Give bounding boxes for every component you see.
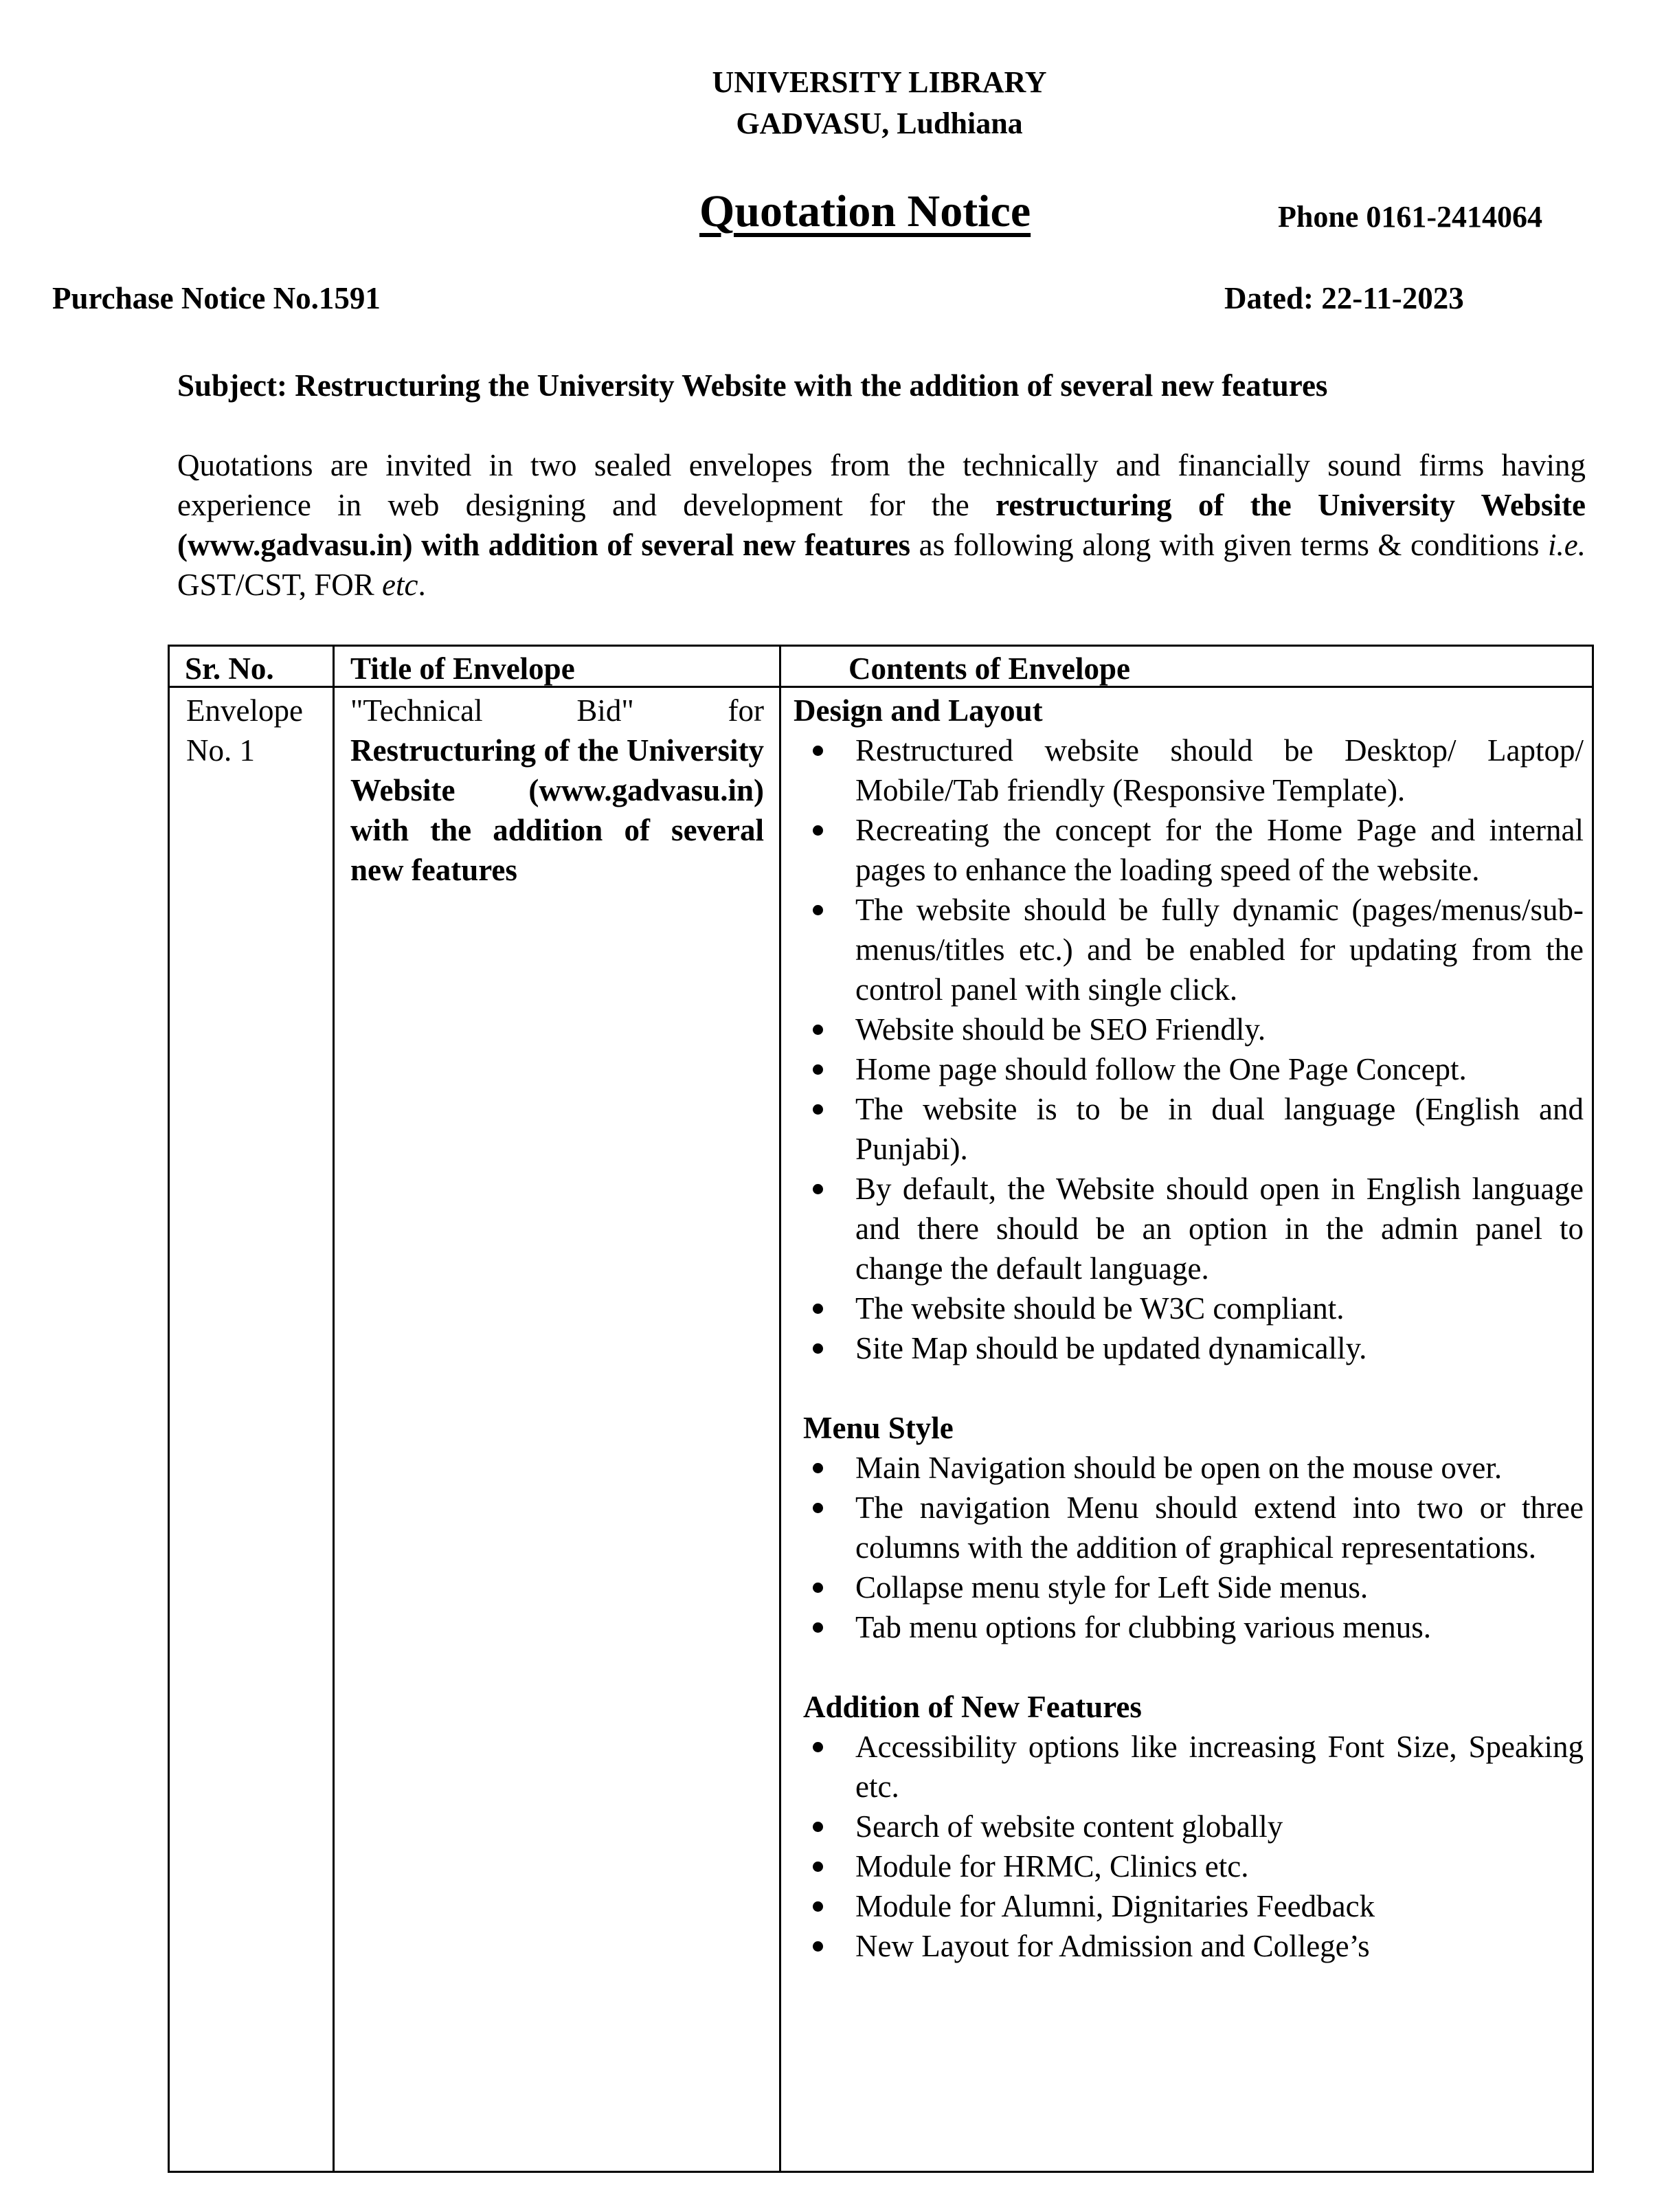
- list-item: [794, 1169, 1584, 1288]
- bullet-icon: [813, 1025, 823, 1035]
- intro-paragraph: [177, 445, 1586, 605]
- list-item-text: The website should be fully dynamic (pages/menus/sub-menus/titles etc.) and be enabled for updating from the control panel with single click.: [855, 893, 1584, 1007]
- bullet-icon: [813, 1901, 823, 1912]
- purchase-notice-number: Purchase Notice No.1591: [52, 281, 381, 315]
- bullet-icon: [813, 1862, 823, 1872]
- intro-text-2: as following along with given terms & conditions: [910, 528, 1549, 562]
- university-location: GADVASU, Ludhiana: [736, 107, 1023, 140]
- list-item-text: Search of website content globally: [855, 1809, 1283, 1844]
- table-column-divider: [779, 647, 781, 2171]
- list-item: [794, 1009, 1584, 1049]
- section-spacer: [794, 1647, 1584, 1687]
- envelope-title-cell: [350, 691, 764, 890]
- list-item-text: Website should be SEO Friendly.: [855, 1012, 1266, 1047]
- list-item: [794, 1567, 1584, 1607]
- envelope-table: [168, 645, 1594, 2173]
- new-features-list: [794, 1727, 1584, 1966]
- section-heading-new-features: Addition of New Features: [803, 1690, 1142, 1724]
- notice-title: Quotation Notice: [699, 186, 1031, 236]
- list-item-text: The website is to be in dual language (English and Punjabi).: [855, 1092, 1584, 1166]
- intro-text-1: Quotations are invited in two sealed envelopes from the technically and financially sound firms having experience in web designing and development for the: [177, 448, 1586, 522]
- list-item-text: Collapse menu style for Left Side menus.: [855, 1570, 1369, 1605]
- bullet-icon: [813, 1822, 823, 1832]
- list-item: [794, 1846, 1584, 1886]
- list-item-text: Restructured website should be Desktop/ Laptop/ Mobile/Tab friendly (Responsive Template).: [855, 733, 1584, 807]
- section-heading-design: Design and Layout: [794, 693, 1043, 728]
- list-item: [794, 1488, 1584, 1567]
- list-item-text: Accessibility options like increasing Font Size, Speaking etc.: [855, 1730, 1584, 1804]
- bullet-icon: [813, 1304, 823, 1314]
- header-contents-of-envelope: Contents of Envelope: [848, 651, 1131, 686]
- list-item: [794, 1607, 1584, 1647]
- list-item-text: The website should be W3C compliant.: [855, 1291, 1345, 1326]
- list-item-text: Module for Alumni, Dignitaries Feedback: [855, 1889, 1375, 1923]
- list-item-text: The navigation Menu should extend into two or three columns with the addition of graphical representations.: [855, 1490, 1584, 1565]
- table-column-divider: [333, 647, 335, 2171]
- design-list: [794, 730, 1584, 1368]
- bullet-icon: [813, 1343, 823, 1354]
- list-item-text: Recreating the concept for the Home Page and internal pages to enhance the loading speed of the website.: [855, 813, 1584, 887]
- list-item-text: Tab menu options for clubbing various menus.: [855, 1610, 1431, 1644]
- bullet-icon: [813, 1104, 823, 1115]
- library-name: UNIVERSITY LIBRARY: [712, 65, 1047, 99]
- bullet-icon: [813, 1064, 823, 1075]
- list-item: [794, 1727, 1584, 1807]
- notice-date: Dated: 22-11-2023: [1224, 281, 1464, 315]
- bullet-icon: [813, 1583, 823, 1593]
- phone-number: Phone 0161-2414064: [1278, 200, 1542, 234]
- intro-etc: etc: [382, 568, 418, 602]
- bullet-icon: [813, 1463, 823, 1473]
- list-item-text: By default, the Website should open in English language and there should be an option in the admin panel to change the default language.: [855, 1172, 1584, 1286]
- contents-cell: [794, 691, 1584, 1966]
- intro-text-4: .: [418, 568, 426, 602]
- bullet-icon: [813, 825, 823, 836]
- list-item: [794, 1926, 1584, 1966]
- list-item: [794, 1288, 1584, 1328]
- header-sr-no: Sr. No.: [185, 651, 274, 686]
- list-item: [794, 730, 1584, 810]
- section-spacer: [794, 1368, 1584, 1408]
- envelope-title-bold: Restructuring of the University Website (www.gadvasu.in) with the addition of several new features: [350, 733, 764, 887]
- intro-text-3: GST/CST, FOR: [177, 568, 382, 602]
- list-item-text: Site Map should be updated dynamically.: [855, 1331, 1367, 1365]
- bullet-icon: [813, 905, 823, 915]
- intro-ie: i.e.: [1548, 528, 1586, 562]
- bullet-icon: [813, 1184, 823, 1194]
- list-item: [794, 1807, 1584, 1846]
- list-item: [794, 890, 1584, 1009]
- bullet-icon: [813, 1622, 823, 1633]
- list-item: [794, 810, 1584, 890]
- bullet-icon: [813, 1941, 823, 1952]
- list-item-text: New Layout for Admission and College’s: [855, 1929, 1370, 1963]
- list-item: [794, 1049, 1584, 1089]
- list-item-text: Main Navigation should be open on the mouse over.: [855, 1451, 1503, 1485]
- intro-bold-text: restructuring of the University Website (www.gadvasu.in) with addition of several new features: [177, 488, 1586, 562]
- bullet-icon: [813, 1742, 823, 1752]
- list-item: [794, 1886, 1584, 1926]
- list-item: [794, 1328, 1584, 1368]
- envelope-title-plain: "Technical Bid" for: [350, 693, 764, 728]
- list-item-text: Home page should follow the One Page Concept.: [855, 1052, 1467, 1086]
- menu-style-list: [794, 1448, 1584, 1647]
- sr-no-cell: Envelope No. 1: [186, 693, 303, 768]
- section-heading-menu-style: Menu Style: [803, 1411, 954, 1445]
- notice-subject: Subject: Restructuring the University Website with the addition of several new features: [177, 368, 1328, 403]
- list-item: [794, 1448, 1584, 1488]
- list-item-text: Module for HRMC, Clinics etc.: [855, 1849, 1249, 1884]
- list-item: [794, 1089, 1584, 1169]
- bullet-icon: [813, 1503, 823, 1513]
- bullet-icon: [813, 746, 823, 756]
- header-title-of-envelope: Title of Envelope: [350, 651, 575, 686]
